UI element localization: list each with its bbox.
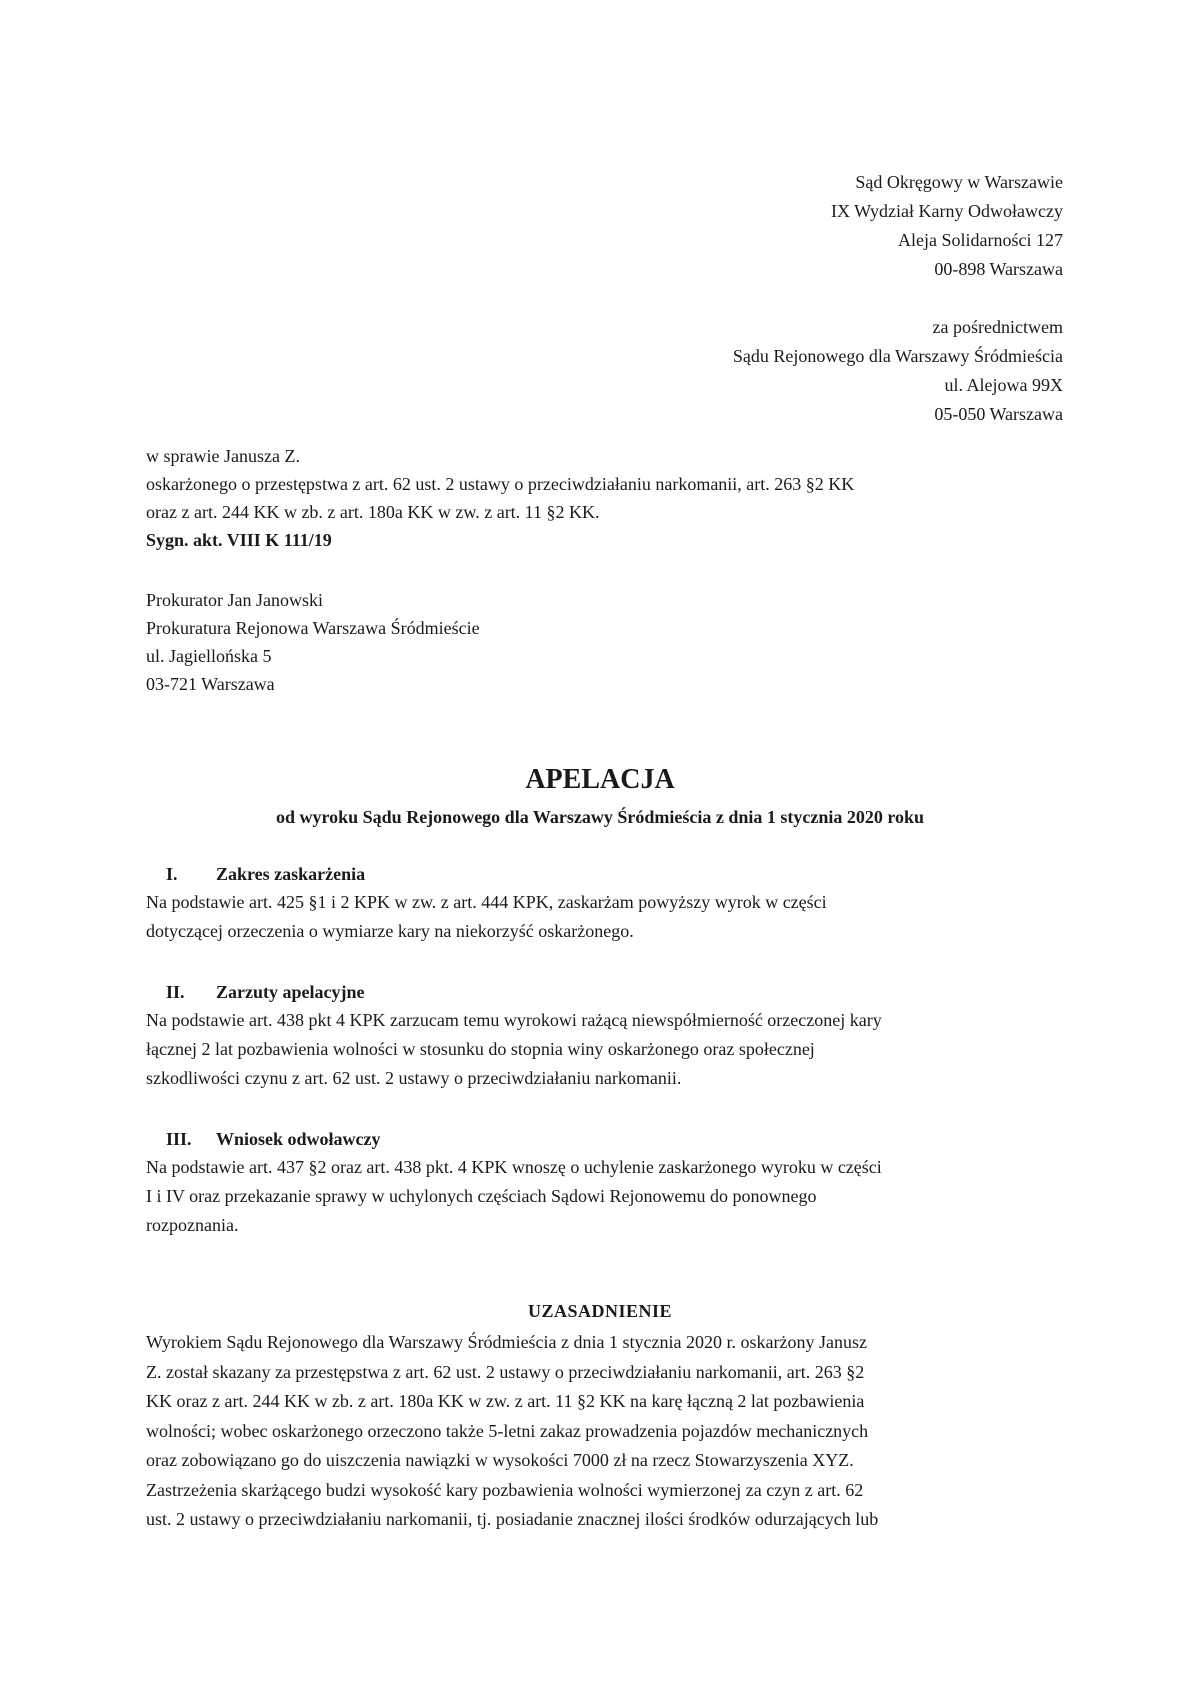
section-line: I i IV oraz przekazanie sprawy w uchylonych częściach Sądowi Rejonowemu do ponownego [146,1186,817,1206]
sender-city: 03-721 Warszawa [146,674,275,694]
section-number: I. [166,864,178,884]
sender-street: ul. Jagiellońska 5 [146,646,272,666]
section-heading [146,860,1066,888]
via-street: ul. Alejowa 99X [944,375,1063,395]
section-line: dotyczącej orzeczenia o wymiarze kary na niekorzyść oskarżonego. [146,921,634,941]
recipient-street: Aleja Solidarności 127 [898,230,1063,250]
section-number: II. [166,982,185,1002]
via-label: za pośrednictwem [932,317,1063,337]
section-line: Na podstawie art. 437 §2 oraz art. 438 pkt. 4 KPK wnoszę o uchylenie zaskarżonego wyroku w części [146,1157,882,1177]
via-city: 05-050 Warszawa [934,404,1063,424]
justification-line: wolności; wobec oskarżonego orzeczono także 5-letni zakaz prowadzenia pojazdów mechanicznych [146,1420,869,1441]
section-line: szkodliwości czynu z art. 62 ust. 2 ustawy o przeciwdziałaniu narkomanii. [146,1068,682,1088]
recipient-address-block [733,168,1063,429]
justification-line: KK oraz z art. 244 KK w zb. z art. 180a KK w zw. z art. 11 §2 KK na karę łączną 2 lat pozbawienia [146,1391,865,1411]
section-heading [146,978,1066,1006]
justification-line: Wyrokiem Sądu Rejonowego dla Warszawy Śródmieścia z dnia 1 stycznia 2020 r. oskarżony Janusz [146,1332,867,1352]
document-title: APELACJA [525,764,675,795]
sender-name: Prokurator Jan Janowski [146,590,323,610]
via-court: Sądu Rejonowego dla Warszawy Śródmieścia [732,346,1063,366]
case-description [146,442,1066,554]
recipient-division: IX Wydział Karny Odwoławczy [830,201,1063,221]
section-heading [146,1125,1066,1153]
spacer [733,284,1063,313]
case-line: oskarżonego o przestępstwa z art. 62 ust. 2 ustawy o przeciwdziałaniu narkomanii, art. 263 §2 KK [146,474,855,494]
section-line: Na podstawie art. 438 pkt 4 KPK zarzucam temu wyrokowi rażącą niewspółmierność orzeczonej kary [146,1010,882,1030]
justification-line: Zastrzeżenia skarżącego budzi wysokość kary pozbawienia wolności wymierzonej za czyn z art. 62 [146,1479,864,1500]
section-scope [146,860,1066,946]
justification-line: ust. 2 ustawy o przeciwdziałaniu narkomanii, tj. posiadanie znacznej ilości środków odurzających lub [146,1509,879,1529]
document-subtitle: od wyroku Sądu Rejonowego dla Warszawy Śródmieścia z dnia 1 stycznia 2020 roku [275,807,925,827]
section-line: Na podstawie art. 425 §1 i 2 KPK w zw. z art. 444 KPK, zaskarżam powyższy wyrok w części [146,892,827,912]
case-line: oraz z art. 244 KK w zb. z art. 180a KK w zw. z art. 11 §2 KK. [146,502,600,522]
recipient-city: 00-898 Warszawa [934,259,1063,279]
section-heading-text: Zarzuty apelacyjne [216,982,365,1002]
section-motion [146,1125,1066,1240]
section-charges [146,978,1066,1093]
section-heading-text: Wniosek odwoławczy [216,1129,381,1149]
justification-line: oraz zobowiązano go do uiszczenia nawiązki w wysokości 7000 zł na rzecz Stowarzyszenia XYZ. [146,1450,854,1470]
case-line: w sprawie Janusza Z. [146,446,300,466]
justification-title: UZASADNIENIE [527,1301,673,1321]
section-line: rozpoznania. [146,1215,239,1235]
section-line: łącznej 2 lat pozbawienia wolności w stosunku do stopnia winy oskarżonego oraz społecznej [146,1039,815,1059]
case-signature: Sygn. akt. VIII K 111/19 [146,530,332,550]
justification-body [146,1328,1066,1535]
section-heading-text: Zakres zaskarżenia [216,864,366,884]
recipient-court: Sąd Okręgowy w Warszawie [855,172,1063,192]
sender-office: Prokuratura Rejonowa Warszawa Śródmieście [146,618,480,638]
justification-line: Z. został skazany za przestępstwa z art. 62 ust. 2 ustawy o przeciwdziałaniu narkomanii, art. 263 §2 [146,1361,865,1382]
sender-address-block [146,586,480,698]
section-number: III. [166,1129,192,1149]
